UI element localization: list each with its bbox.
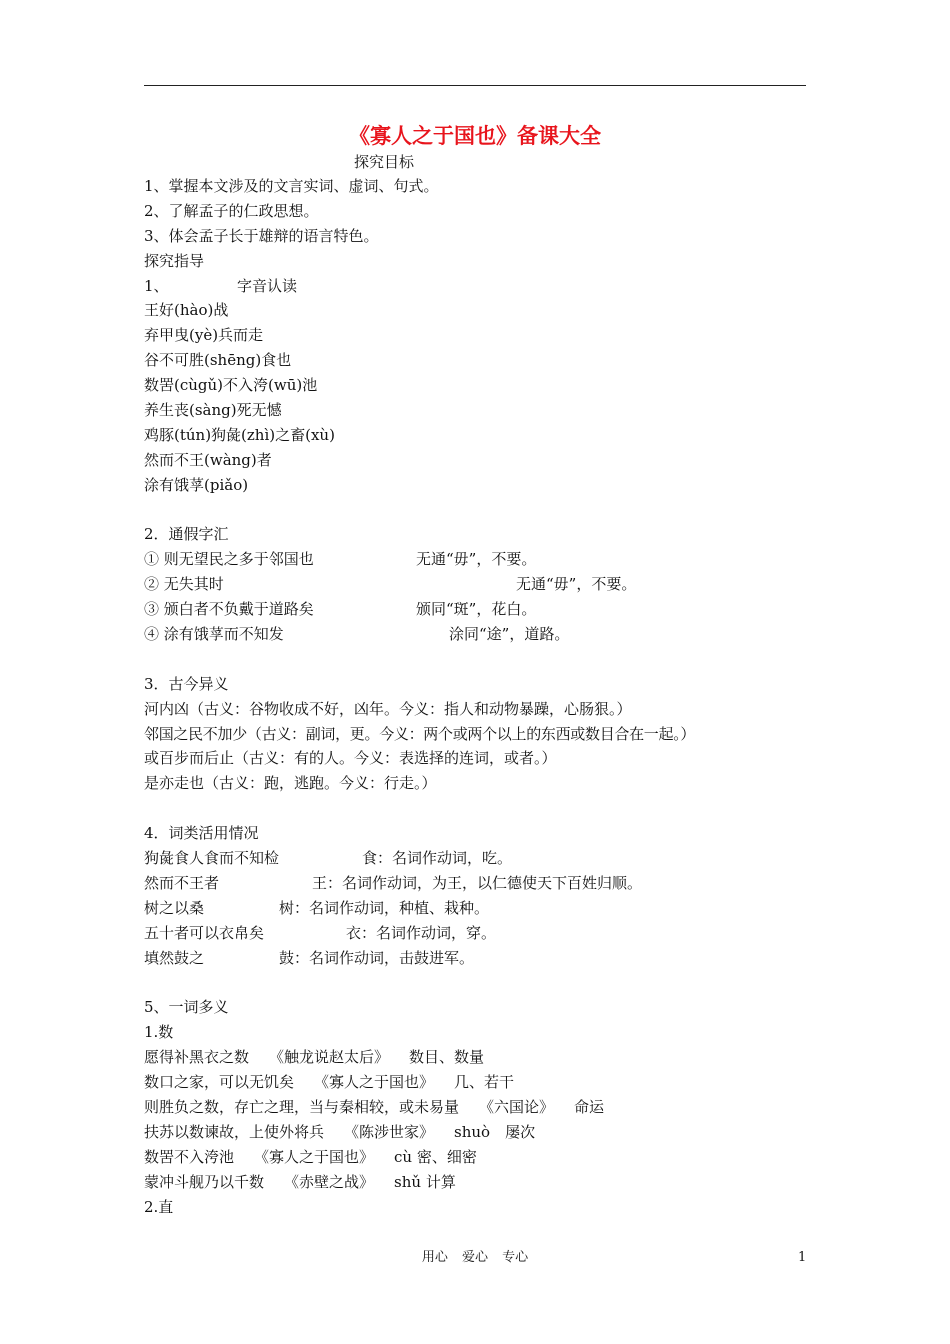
word-class-sentence: 然而不王者: [144, 873, 220, 892]
blank-line: [144, 647, 806, 672]
tongjia-note: 无通“毋”，不要。: [516, 575, 637, 594]
pronunciation-item: 涂有饿莩(piǎo): [144, 475, 249, 494]
page-number: 1: [798, 1250, 807, 1265]
polysemy-item: [144, 1070, 806, 1095]
document-subtitle: 探究目标: [354, 153, 415, 171]
word-class-sentence: 填然鼓之: [144, 948, 205, 967]
blank-line: [144, 796, 806, 821]
polysemy-item: [144, 1095, 806, 1120]
section2-heading: 2．通假字汇: [144, 525, 229, 544]
polysemy-meaning: 数目、数量: [409, 1048, 485, 1067]
polysemy-sentence: 数口之家，可以无饥矣: [144, 1073, 295, 1092]
polysemy-sentence: 蒙冲斗舰乃以千数: [144, 1172, 265, 1191]
word-class-note: 衣：名词作动词，穿。: [346, 923, 497, 942]
tongjia-item: [144, 572, 806, 597]
polysemy-item: [144, 1170, 806, 1195]
word-class-item: [144, 946, 806, 971]
word-class-note: 食：名词作动词，吃。: [362, 849, 513, 868]
polysemy-meaning: 命运: [574, 1097, 605, 1116]
polysemy-meaning: shǔ 计算: [394, 1172, 456, 1191]
goal-line: 2、了解孟子的仁政思想。: [144, 201, 319, 220]
section1-heading-line: [144, 274, 806, 299]
polysemy-meaning: cù 密、细密: [394, 1147, 477, 1166]
document-body: [144, 174, 806, 1219]
polysemy-source: 《触龙说赵太后》: [269, 1048, 390, 1067]
word-class-sentence: 五十者可以衣帛矣: [144, 923, 265, 942]
meaning-item: 是亦走也（古义：跑，逃跑。今义：行走。）: [144, 774, 437, 793]
word-class-note: 王：名词作动词，为王，以仁德使天下百姓归顺。: [312, 873, 643, 892]
polysemy-item: [144, 1045, 806, 1070]
meaning-item: 河内凶（古义：谷物收成不好，凶年。今义：指人和动物暴躁，心肠狠。）: [144, 699, 632, 718]
tongjia-sentence: ③ 颁白者不负戴于道路矣: [144, 600, 314, 619]
goal-line: 3、体会孟子长于雄辩的语言特色。: [144, 226, 379, 245]
word-class-note: 鼓：名词作动词，击鼓进军。: [279, 948, 475, 967]
tongjia-sentence: ① 则无望民之多于邻国也: [144, 550, 314, 569]
word-class-sentence: 树之以桑: [144, 898, 205, 917]
section1-heading: 字音认读: [237, 276, 298, 295]
pronunciation-item: 王好(hào)战: [144, 301, 229, 320]
pronunciation-item: 谷不可胜(shēng)食也: [144, 351, 292, 370]
tongjia-sentence: ④ 涂有饿莩而不知发: [144, 625, 284, 644]
tongjia-sentence: ② 无失其时: [144, 575, 224, 594]
pronunciation-item: 弃甲曳(yè)兵而走: [144, 326, 264, 345]
polysemy-meaning: shuò 屡次: [454, 1122, 536, 1141]
blank-line: [144, 498, 806, 523]
polysemy-sentence: 扶苏以数谏故，上使外将兵: [144, 1122, 325, 1141]
section4-heading: 4．词类活用情况: [144, 824, 259, 843]
pronunciation-item: 数罟(cùgǔ)不入洿(wū)池: [144, 376, 318, 395]
pronunciation-item: 然而不王(wàng)者: [144, 450, 272, 469]
word-class-note: 树：名词作动词，种植、栽种。: [279, 898, 490, 917]
polysemy-source: 《寡人之于国也》: [314, 1073, 435, 1092]
meaning-item: 或百步而后止（古义：有的人。今义：表选择的连词，或者。）: [144, 749, 557, 768]
word-class-sentence: 狗彘食人食而不知检: [144, 849, 280, 868]
polysemy-item: [144, 1120, 806, 1145]
pronunciation-item: 养生丧(sàng)死无憾: [144, 401, 282, 420]
tongjia-item: [144, 622, 806, 647]
pronunciation-item: 鸡豚(tún)狗彘(zhì)之畜(xù): [144, 425, 335, 444]
blank-line: [144, 971, 806, 996]
footer-motto: 用心 爱心 专心: [421, 1250, 529, 1265]
polysemy-sentence: 数罟不入洿池: [144, 1147, 235, 1166]
document-title: 《寡人之于国也》备课大全: [349, 123, 601, 148]
tongjia-note: 无通“毋”，不要。: [416, 550, 537, 569]
polysemy-item: [144, 1145, 806, 1170]
tongjia-note: 颁同“斑”，花白。: [416, 600, 537, 619]
word-class-item: [144, 846, 806, 871]
tongjia-item: [144, 547, 806, 572]
polysemy-sentence: 则胜负之数，存亡之理，当与秦相较，或未易量: [144, 1097, 460, 1116]
section5-heading: 5、一词多义: [144, 998, 229, 1017]
polysemy-sentence: 愿得补黑衣之数: [144, 1048, 250, 1067]
goal-line: 1、掌握本文涉及的文言实词、虚词、句式。: [144, 177, 439, 195]
tongjia-item: [144, 597, 806, 622]
section1-number: 1、: [144, 276, 169, 295]
word-class-item: [144, 921, 806, 946]
meaning-item: 邻国之民不加少（古义：副词，更。今义：两个或两个以上的东西或数目合在一起。）: [144, 724, 696, 743]
polysemy-source: 《六国论》: [479, 1097, 555, 1116]
header-rule: [144, 85, 806, 86]
word-class-item: [144, 871, 806, 896]
polysemy-source: 《陈涉世家》: [344, 1122, 435, 1141]
polysemy-source: 《赤壁之战》: [284, 1172, 375, 1191]
guide-heading: 探究指导: [144, 251, 205, 270]
tongjia-note: 涂同“途”，道路。: [449, 625, 570, 644]
polysemy-source: 《寡人之于国也》: [254, 1147, 375, 1166]
word-class-item: [144, 896, 806, 921]
polysemy-word: 1.数: [144, 1023, 174, 1042]
polysemy-word: 2.直: [144, 1197, 174, 1216]
polysemy-meaning: 几、若干: [454, 1073, 515, 1092]
section3-heading: 3．古今异义: [144, 674, 229, 693]
